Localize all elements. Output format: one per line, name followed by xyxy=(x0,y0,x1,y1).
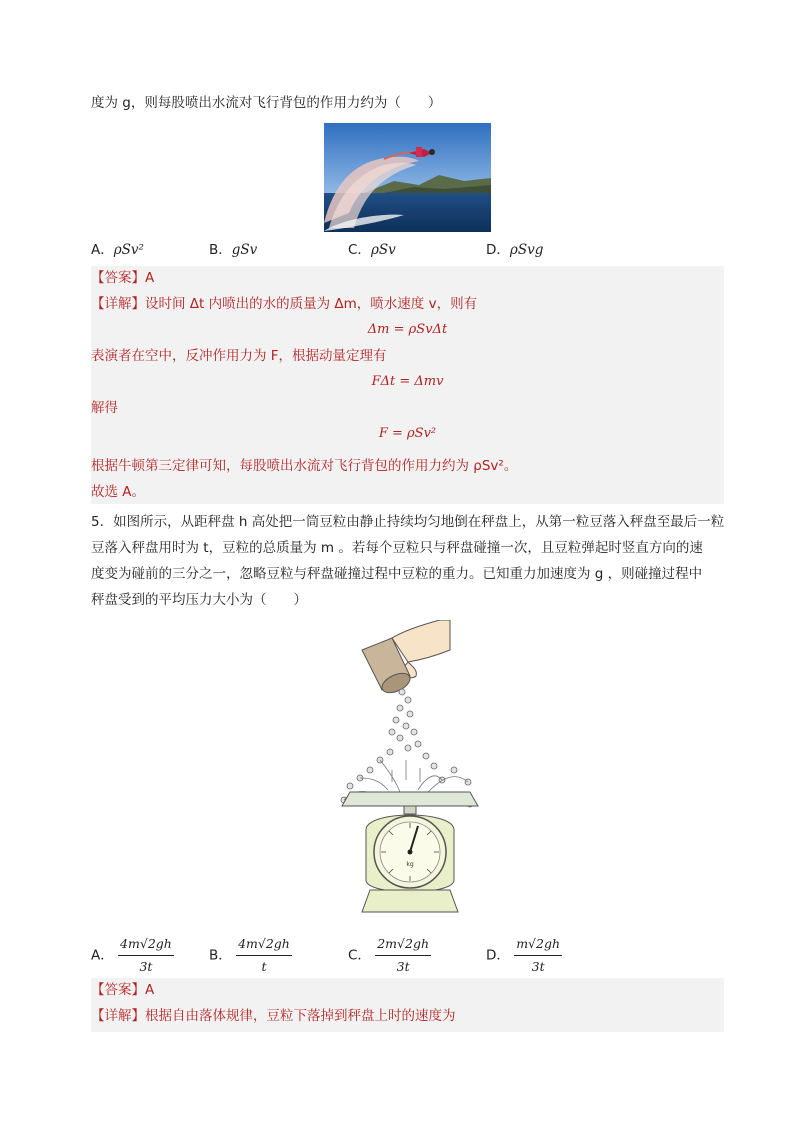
q4-equation-1: Δm = ρSvΔt xyxy=(367,322,448,337)
q4-detail-line-4: 根据牛顿第三定律可知，每股喷出水流对飞行背包的作用力约为 ρSv²。 xyxy=(91,458,518,474)
q5-stem-line-2: 豆落入秤盘用时为 t，豆粒的总质量为 m 。若每个豆粒只与秤盘碰撞一次，且豆粒弹起时竖直方向的速 xyxy=(91,540,703,556)
scale-unit-label: kg xyxy=(406,861,414,868)
q4-detail-line-5: 故选 A。 xyxy=(91,484,146,500)
q4-option-d: D．ρSvg xyxy=(486,242,544,258)
q4-option-c: C．ρSv xyxy=(348,242,396,258)
scale-illustration xyxy=(330,620,490,916)
q4-option-a: A．ρSv² xyxy=(91,242,144,258)
q5-number: 5． xyxy=(91,514,114,530)
q5-detail-line-1: 【详解】根据自由落体规律，豆粒下落掉到秤盘上时的速度为 xyxy=(91,1008,456,1024)
q5-stem-line-4: 秤盘受到的平均压力大小为（ ） xyxy=(91,592,307,608)
q4-answer: 【答案】A xyxy=(91,270,155,286)
q5-option-c: C． $\frac{2m√2gh}{3t}$ xyxy=(348,936,430,974)
q5-answer: 【答案】A xyxy=(91,982,155,998)
jetpack-photo xyxy=(324,123,491,232)
q4-detail-line-1: 【详解】设时间 Δt 内喷出的水的质量为 Δm，喷水速度 v，则有 xyxy=(91,296,478,312)
q5-stem-line-3: 度变为碰前的三分之一，忽略豆粒与秤盘碰撞过程中豆粒的重力。已知重力加速度为 g ，则碰撞过程中 xyxy=(91,566,703,582)
q5-option-d: D． $\frac{m√2gh}{3t}$ xyxy=(486,936,561,974)
q4-option-b: B．gSv xyxy=(209,242,258,258)
q5-option-b: B． $\frac{4m√2gh}{t}$ xyxy=(209,936,290,974)
q4-detail-line-3: 解得 xyxy=(91,400,118,416)
q4-equation-3: F = ρSv² xyxy=(378,426,437,441)
q4-equation-2: FΔt = Δmv xyxy=(371,374,444,389)
q5-option-a: A． $\frac{4m√2gh}{3t}$ xyxy=(91,936,172,974)
q5-stem-line-1: 5．如图所示，从距秤盘 h 高处把一筒豆粒由静止持续均匀地倒在秤盘上，从第一粒豆落入秤盘至最后一粒 xyxy=(91,514,725,530)
q4-stem-tail: 度为 g，则每股喷出水流对飞行背包的作用力约为（ ） xyxy=(91,95,442,111)
q4-detail-line-2: 表演者在空中，反冲作用力为 F，根据动量定理有 xyxy=(91,348,387,364)
